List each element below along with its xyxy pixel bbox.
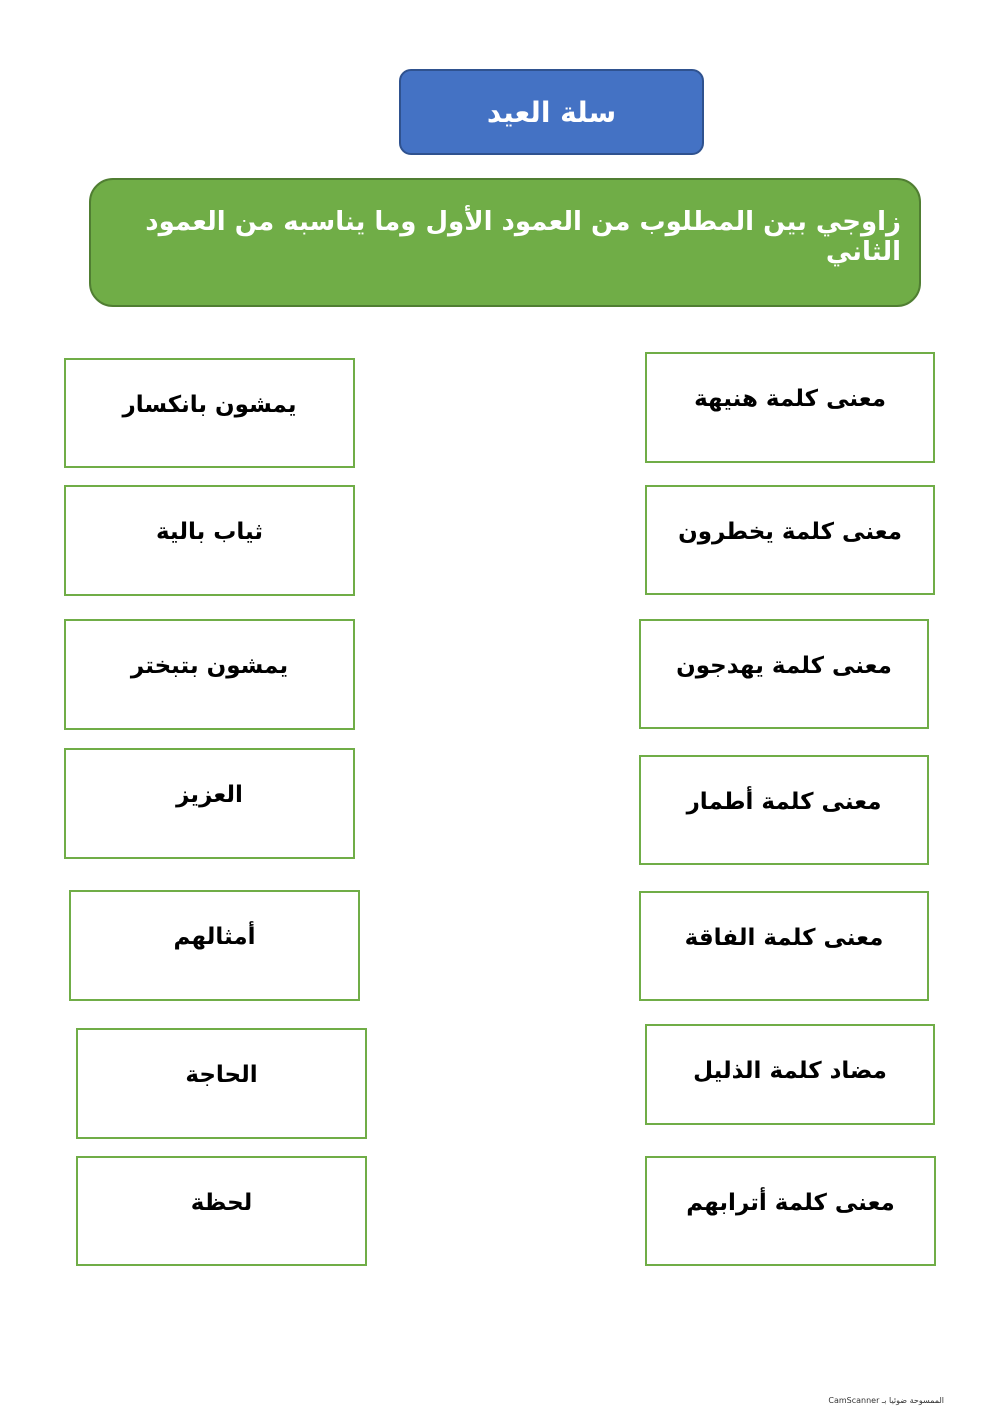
worksheet-title: سلة العيد <box>399 69 704 155</box>
second-column-card-1[interactable]: يمشون بانكسار <box>64 358 355 468</box>
second-column-card-6[interactable]: الحاجة <box>76 1028 367 1139</box>
first-column-card-1[interactable]: معنى كلمة هنيهة <box>645 352 935 463</box>
first-column-card-5[interactable]: معنى كلمة الفاقة <box>639 891 929 1001</box>
instruction-banner: زاوجي بين المطلوب من العمود الأول وما يناسبه من العمود الثاني <box>89 178 921 307</box>
second-column-card-4[interactable]: العزيز <box>64 748 355 859</box>
second-column-card-3[interactable]: يمشون بتبختر <box>64 619 355 730</box>
first-column-card-3[interactable]: معنى كلمة يهدجون <box>639 619 929 729</box>
first-column-card-6[interactable]: مضاد كلمة الذليل <box>645 1024 935 1125</box>
second-column-card-5[interactable]: أمثالهم <box>69 890 360 1001</box>
second-column-card-2[interactable]: ثياب بالية <box>64 485 355 596</box>
second-column-card-7[interactable]: لحظة <box>76 1156 367 1266</box>
scanner-watermark: الممسوحة ضوئيا بـ CamScanner <box>828 1396 944 1405</box>
first-column-card-2[interactable]: معنى كلمة يخطرون <box>645 485 935 595</box>
first-column-card-7[interactable]: معنى كلمة أترابهم <box>645 1156 936 1266</box>
first-column-card-4[interactable]: معنى كلمة أطمار <box>639 755 929 865</box>
